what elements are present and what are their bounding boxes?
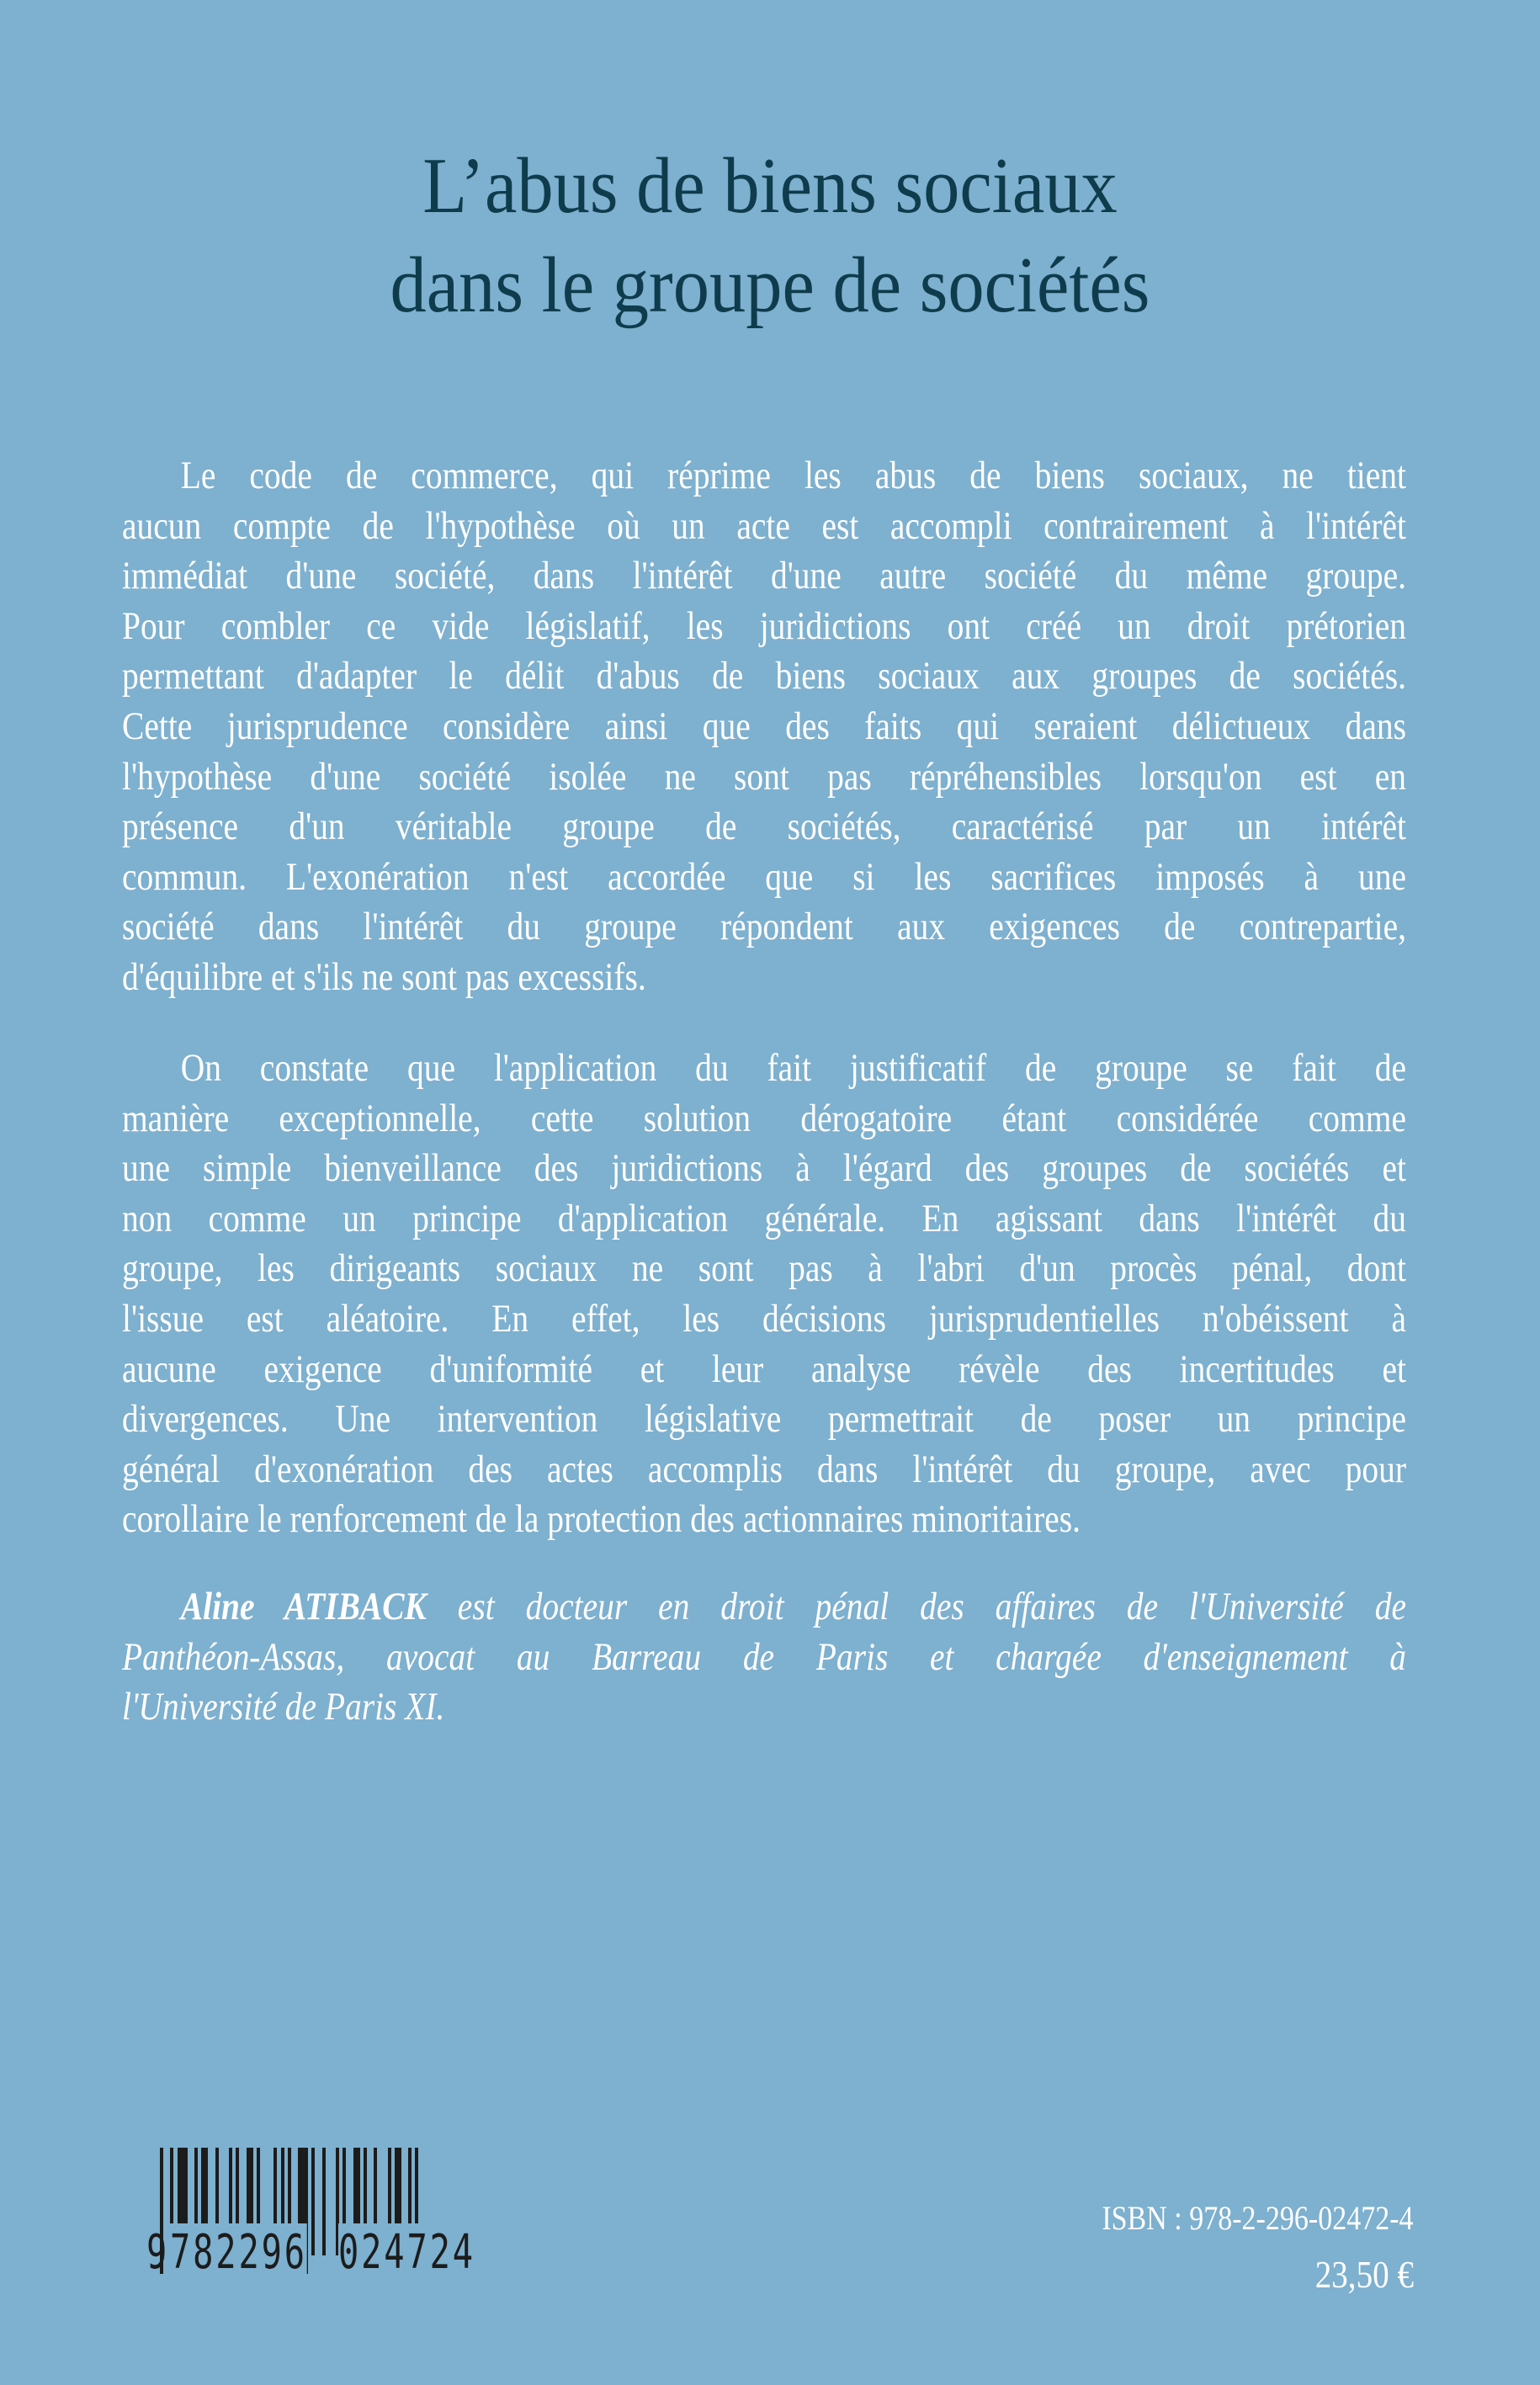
text-line: Pour combler ce vide législatif, les juridictions ont créé un droit prétorien — [122, 603, 1406, 648]
text-line: général d'exonération des actes accomplis dans l'intérêt du groupe, avec pour — [122, 1447, 1406, 1491]
text-line: permettant d'adapter le délit d'abus de biens sociaux aux groupes de sociétés. — [122, 654, 1406, 699]
isbn-barcode — [146, 2148, 505, 2282]
text-line: divergences. Une intervention législative permettrait de poser un principe — [122, 1397, 1406, 1442]
text-line: immédiat d'une société, dans l'intérêt d'une autre société du même groupe. — [122, 554, 1406, 598]
barcode-digit-first: 9 — [146, 2225, 167, 2280]
bio-line-1 — [122, 1582, 1406, 1633]
text-line: d'équilibre et s'ils ne sont pas excessifs. — [122, 954, 646, 999]
bio-line-3: l'Université de Paris XI. — [122, 1685, 445, 1729]
text-line: groupe, les dirigeants sociaux ne sont pas à l'abri d'un procès pénal, dont — [122, 1246, 1406, 1291]
text-line: une simple bienveillance des juridictions à l'égard des groupes de sociétés et — [122, 1146, 1406, 1191]
text-line: corollaire le renforcement de la protection des actionnaires minoritaires. — [122, 1497, 1081, 1542]
title-line-1: L’abus de biens sociaux — [422, 142, 1118, 230]
text-line: commun. L'exonération n'est accordée que si les sacrifices imposés à une — [122, 854, 1406, 899]
barcode-digits-left: 782296 — [170, 2223, 307, 2282]
barcode-bar — [311, 2148, 315, 2255]
text-line: non comme un principe d'application générale. En agissant dans l'intérêt du — [122, 1196, 1406, 1240]
text-line: Cette jurisprudence considère ainsi que des faits qui seraient délictueux dans — [122, 704, 1406, 748]
text-line: société dans l'intérêt du groupe répondent aux exigences de contrepartie, — [122, 905, 1406, 949]
summary-paragraph-1 — [122, 451, 1406, 1003]
book-title — [0, 136, 1540, 335]
text-line: On constate que l'application du fait justificatif de groupe se fait de — [180, 1046, 1406, 1090]
bio-line-2: Panthéon-Assas, avocat au Barreau de Paris et chargée d'enseignement à — [122, 1634, 1406, 1679]
summary-paragraph-2 — [122, 1044, 1406, 1545]
isbn-text: ISBN : 978-2-296-02472-4 — [1102, 2199, 1414, 2237]
author-bio — [122, 1582, 1406, 1733]
text-line: aucune exigence d'uniformité et leur analyse révèle des incertitudes et — [122, 1347, 1406, 1391]
text-line: l'hypothèse d'une société isolée ne sont pas répréhensibles lorsqu'on est en — [122, 754, 1406, 799]
text-line: présence d'un véritable groupe de sociétés, caractérisé par un intérêt — [122, 805, 1406, 849]
text-line: Le code de commerce, qui réprime les abus de biens sociaux, ne tient — [180, 454, 1406, 497]
bio-text: est docteur en droit pénal des affaires de l'Université de — [426, 1585, 1407, 1628]
title-line-2: dans le groupe de sociétés — [390, 242, 1150, 329]
price-text: 23,50 € — [1314, 2253, 1414, 2296]
text-line: manière exceptionnelle, cette solution dérogatoire étant considérée comme — [122, 1096, 1406, 1140]
author-name: Aline ATIBACK — [180, 1585, 427, 1628]
barcode-bar — [322, 2148, 326, 2255]
barcode-digits-right: 024724 — [338, 2223, 475, 2282]
text-line: aucun compte de l'hypothèse où un acte est accompli contrairement à l'intérêt — [122, 503, 1406, 548]
text-line: l'issue est aléatoire. En effet, les décisions jurisprudentielles n'obéissent à — [122, 1296, 1406, 1341]
